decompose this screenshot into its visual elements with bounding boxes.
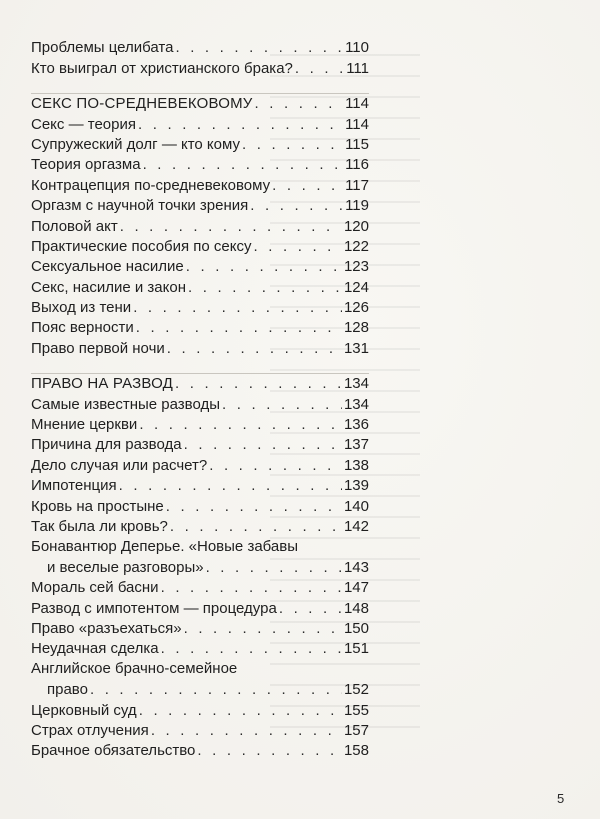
toc-entry — [31, 318, 369, 338]
toc-entry-title: Сексуальное насилие — [31, 258, 184, 276]
toc-entry-title: Кто выиграл от христианского брака? — [31, 59, 293, 77]
toc-entry — [31, 114, 369, 134]
toc-entry — [31, 700, 369, 720]
toc-entry — [31, 237, 369, 257]
toc-entry — [31, 578, 369, 598]
toc-entry — [31, 476, 369, 496]
toc-leader-dots — [197, 741, 342, 761]
toc-entry — [31, 175, 369, 195]
toc-leader-dots — [167, 339, 342, 359]
toc-entry — [31, 216, 369, 236]
toc-leader-dots — [254, 237, 342, 257]
toc-entry — [31, 135, 369, 155]
toc-leader-dots — [120, 217, 342, 237]
toc-page-number: 143 — [343, 558, 369, 576]
toc-leader-dots — [143, 155, 344, 175]
toc-entry — [31, 496, 369, 516]
toc-entry — [31, 58, 369, 78]
toc-entry-title: Неудачная сделка — [31, 640, 159, 658]
toc-page-number: 151 — [343, 640, 369, 658]
toc-entry-title: Дело случая или расчет? — [31, 456, 208, 474]
toc-leader-dots — [186, 257, 342, 277]
toc-entry-line1 — [31, 659, 369, 679]
toc-leader-dots — [184, 435, 342, 455]
toc-section-title: СЕКС ПО-СРЕДНЕВЕКОВОМУ — [31, 95, 253, 113]
toc-page-number: 152 — [343, 681, 369, 699]
toc-entry-title: Импотенция — [31, 477, 117, 495]
toc-page-number: 147 — [343, 579, 369, 597]
toc-entry-title: Мнение церкви — [31, 416, 138, 434]
toc-page-number: 157 — [343, 721, 369, 739]
toc-entry-title: Церковный суд — [31, 701, 137, 719]
toc-leader-dots — [133, 298, 342, 318]
toc-page-number: 110 — [345, 39, 369, 57]
toc-leader-dots — [242, 135, 343, 155]
toc-entry — [31, 455, 369, 475]
toc-leader-dots — [272, 176, 343, 196]
toc-page-number: 148 — [343, 599, 369, 617]
toc-leader-dots — [184, 619, 342, 639]
toc-entry-title: Развод с импотентом — процедура — [31, 599, 277, 617]
toc-leader-dots — [222, 395, 342, 415]
toc-entry — [31, 741, 369, 761]
toc-entry — [31, 155, 369, 175]
toc-entry — [31, 338, 369, 358]
toc-section-title: ПРАВО НА РАЗВОД — [31, 375, 174, 393]
toc-entry — [31, 38, 369, 58]
toc-entry — [31, 257, 369, 277]
toc-page-number: 142 — [343, 517, 369, 535]
toc-entry-title: Секс — теория — [31, 115, 136, 133]
toc-entry-line1 — [31, 537, 369, 557]
toc-entry-title: Супружеский долг — кто кому — [31, 135, 240, 153]
toc-entry-title: Мораль сей басни — [31, 579, 159, 597]
toc-leader-dots — [170, 517, 342, 537]
toc-entry-title-continued: и веселые разговоры» — [47, 558, 204, 576]
toc-entry-title: Причина для развода — [31, 436, 182, 454]
toc-page-number: 140 — [343, 497, 369, 515]
toc-leader-dots — [279, 599, 342, 619]
toc-leader-dots — [90, 680, 342, 700]
toc-leader-dots — [255, 94, 344, 114]
toc-entry-title: Брачное обязательство — [31, 742, 196, 760]
toc-page-number: 126 — [343, 299, 369, 317]
toc-entry-title: Выход из тени — [31, 299, 132, 317]
toc-entry — [31, 721, 369, 741]
toc-entry — [31, 196, 369, 216]
toc-entry-title: Половой акт — [31, 217, 118, 235]
toc-leader-dots — [151, 721, 342, 741]
toc-entry — [31, 639, 369, 659]
toc-entry — [31, 298, 369, 318]
toc-entry — [31, 435, 369, 455]
toc-section-heading — [31, 373, 369, 394]
toc-leader-dots — [175, 374, 342, 394]
toc-entry-title: Бонавантюр Деперье. «Новые забавы — [31, 537, 299, 555]
toc-page-number: 128 — [343, 319, 369, 337]
toc-page-number: 134 — [343, 395, 369, 413]
toc-entry-line2 — [31, 557, 369, 577]
toc-leader-dots — [161, 639, 342, 659]
toc-page-number: 122 — [343, 237, 369, 255]
toc-entry-title: Контрацепция по-средневековому — [31, 176, 271, 194]
toc-entry-title: Пояс верности — [31, 319, 134, 337]
toc-entry-title: Секс, насилие и закон — [31, 278, 187, 296]
toc-entry-title: Английское брачно-семейное — [31, 660, 238, 678]
toc-leader-dots — [166, 497, 342, 517]
toc-leader-dots — [161, 578, 342, 598]
toc-leader-dots — [250, 196, 343, 216]
toc-page-number: 114 — [345, 95, 369, 113]
page-number: 5 — [557, 791, 565, 806]
toc-leader-dots — [136, 318, 342, 338]
toc-page-number: 115 — [345, 135, 369, 153]
toc-leader-dots — [209, 456, 342, 476]
toc-page-number: 134 — [343, 375, 369, 393]
toc-page-number: 124 — [343, 278, 369, 296]
toc-entry-title: Так была ли кровь? — [31, 517, 168, 535]
toc-page-number: 117 — [345, 176, 369, 194]
toc-leader-dots — [295, 59, 344, 79]
toc-page-number: 114 — [345, 115, 369, 133]
toc-entry-title: Практические пособия по сексу — [31, 237, 252, 255]
toc-entry-title-continued: право — [47, 681, 88, 699]
toc-entry — [31, 415, 369, 435]
toc-entry — [31, 619, 369, 639]
toc-entry-title: Кровь на простыне — [31, 497, 164, 515]
toc-entry — [31, 394, 369, 414]
toc-page-number: 116 — [345, 156, 369, 174]
toc-leader-dots — [175, 38, 343, 58]
table-of-contents — [31, 38, 369, 761]
toc-entry-title: Оргазм с научной точки зрения — [31, 197, 249, 215]
toc-page-number: 120 — [343, 217, 369, 235]
toc-entry — [31, 598, 369, 618]
toc-leader-dots — [139, 415, 342, 435]
toc-page-number: 158 — [343, 742, 369, 760]
toc-leader-dots — [119, 476, 342, 496]
toc-entry — [31, 277, 369, 297]
toc-entry — [31, 517, 369, 537]
toc-leader-dots — [139, 701, 342, 721]
toc-leader-dots — [138, 115, 343, 135]
toc-entry-title: Теория оргазма — [31, 156, 141, 174]
toc-page-number: 119 — [345, 197, 369, 215]
toc-page-number: 136 — [343, 416, 369, 434]
toc-page-number: 123 — [343, 258, 369, 276]
toc-section-heading — [31, 93, 369, 114]
toc-page-number: 139 — [343, 477, 369, 495]
toc-entry-title: Проблемы целибата — [31, 39, 174, 57]
toc-entry-line2 — [31, 680, 369, 700]
toc-entry-title: Страх отлучения — [31, 721, 149, 739]
toc-entry-title: Право «разъехаться» — [31, 619, 182, 637]
toc-page-number: 150 — [343, 619, 369, 637]
toc-leader-dots — [188, 278, 342, 298]
toc-page-number: 137 — [343, 436, 369, 454]
toc-leader-dots — [206, 558, 342, 578]
toc-entry-title: Самые известные разводы — [31, 395, 221, 413]
toc-page-number: 131 — [343, 339, 369, 357]
toc-entry-title: Право первой ночи — [31, 339, 165, 357]
toc-page-number: 155 — [343, 701, 369, 719]
toc-page-number: 111 — [346, 59, 369, 77]
toc-page-number: 138 — [343, 456, 369, 474]
